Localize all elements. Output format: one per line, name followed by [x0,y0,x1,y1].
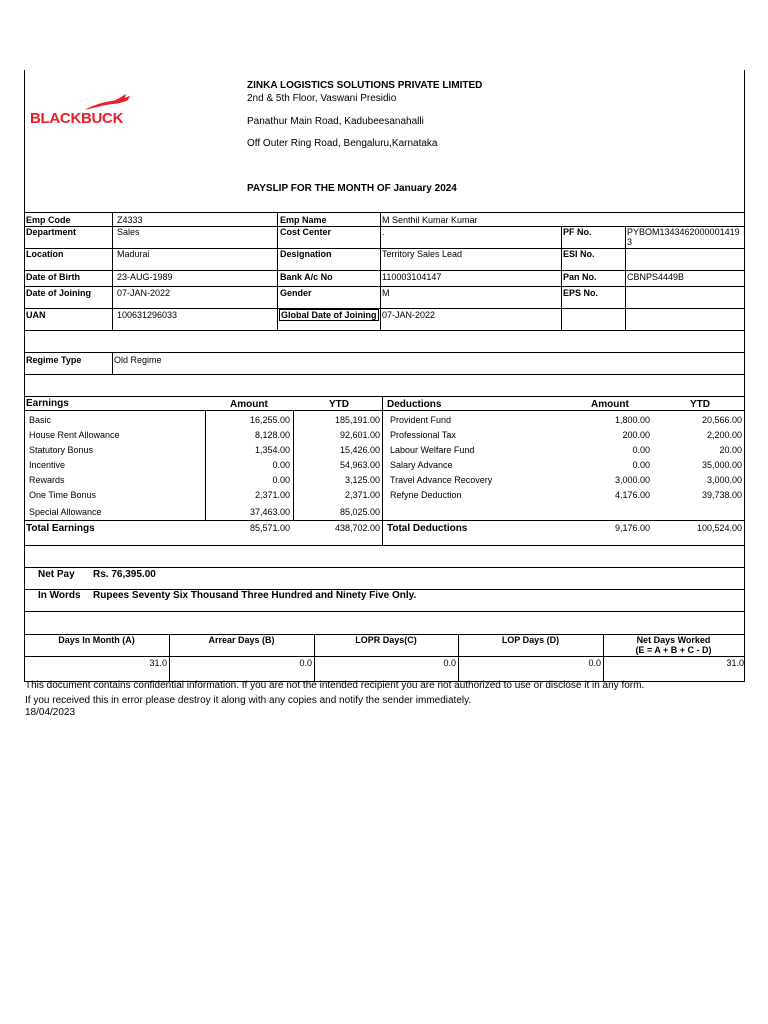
in-words-label: In Words [38,590,81,601]
grid-line [24,270,745,271]
emp-code-value: Z4333 [117,215,143,225]
grid-vline [293,410,294,520]
uan-value: 100631296033 [117,310,178,320]
earning-row-name: Incentive [29,460,66,470]
earning-row-ytd: 15,426.00 [339,445,380,455]
net-pay-label: Net Pay [38,569,75,580]
designation-value: Territory Sales Lead [382,249,463,259]
earning-row-ytd: 2,371.00 [344,490,380,500]
doj-value: 07-JAN-2022 [117,288,171,298]
deduction-row-amount: 0.00 [632,460,650,470]
destroy-note: If you received this in error please destroy it along with any copies and notify the sender immediately. [25,695,472,706]
frame-left-border [24,70,25,682]
regime-label: Regime Type [26,355,82,365]
confidential-note: This document contains confidential information. If you are not the intended recipient you are not authorized to use or disclose it in any form. [25,680,645,691]
bank-value: 110003104147 [382,272,442,282]
company-address-line3: Off Outer Ring Road, Bengaluru,Karnataka [247,138,438,149]
gender-value: M [382,288,390,298]
deduction-row-ytd: 39,738.00 [701,490,742,500]
total-earnings-amount: 85,571.00 [249,523,290,533]
earning-row-name: Statutory Bonus [29,445,94,455]
emp-code-label: Emp Code [26,215,71,225]
deduction-row-name: Professional Tax [390,430,456,440]
earning-row-name: House Rent Allowance [29,430,120,440]
grid-line [24,567,745,568]
earning-row-name: Special Allowance [29,507,102,517]
grid-vline [205,410,206,520]
deductions-amount-header: Amount [591,399,629,410]
esi-label: ESI No. [563,249,595,259]
grid-line [24,396,745,397]
deductions-ytd-header: YTD [690,399,710,410]
earning-row-amount: 37,463.00 [249,507,290,517]
net-days-formula: (E = A + B + C - D) [635,645,712,655]
deduction-row-amount: 4,176.00 [614,490,650,500]
grid-line [24,611,745,612]
department-label: Department [26,227,77,237]
deduction-row-amount: 3,000.00 [614,475,650,485]
days-in-month-header: Days In Month (A) [58,635,135,645]
grid-line [24,374,745,375]
company-address-line1: 2nd & 5th Floor, Vaswani Presidio [247,93,397,104]
days-in-month-value: 31.0 [149,658,167,668]
emp-name-value: M Senthil Kumar Kumar [382,215,478,225]
pan-value: CBNPS4449B [627,272,685,282]
total-deductions-amount: 9,176.00 [614,523,650,533]
total-deductions-label: Total Deductions [387,523,468,534]
earning-row-ytd: 92,601.00 [339,430,380,440]
deduction-row-ytd: 20.00 [719,445,742,455]
dob-label: Date of Birth [26,272,80,282]
earning-row-amount: 1,354.00 [254,445,290,455]
deduction-row-ytd: 35,000.00 [701,460,742,470]
designation-label: Designation [280,249,332,259]
in-words-value: Rupees Seventy Six Thousand Three Hundred and Ninety Five Only. [93,590,417,601]
deduction-row-name: Salary Advance [390,460,453,470]
deduction-row-ytd: 3,000.00 [706,475,742,485]
earning-row-amount: 8,128.00 [254,430,290,440]
lopr-days-value: 0.0 [443,658,456,668]
deduction-row-name: Refyne Deduction [390,490,462,500]
net-days-value: 31.0 [726,658,744,668]
arrear-days-header: Arrear Days (B) [208,635,275,645]
pf-value-line2: 3 [627,237,633,247]
location-value: Madurai [117,249,150,259]
grid-vline [382,396,383,545]
earnings-amount-header: Amount [230,399,268,410]
grid-line [24,410,745,411]
earning-row-name: Rewards [29,475,65,485]
grid-vline [380,212,381,330]
lop-days-value: 0.0 [588,658,601,668]
total-earnings-label: Total Earnings [26,523,95,534]
deduction-row-amount: 0.00 [632,445,650,455]
blackbuck-antelope-icon [82,92,132,112]
grid-line [24,656,745,657]
deduction-row-amount: 1,800.00 [614,415,650,425]
total-earnings-ytd: 438,702.00 [334,523,380,533]
document-date: 18/04/2023 [25,707,76,718]
deduction-row-amount: 200.00 [622,430,650,440]
pan-label: Pan No. [563,272,597,282]
regime-value: Old Regime [114,355,162,365]
earnings-ytd-header: YTD [329,399,349,410]
dob-value: 23-AUG-1989 [117,272,173,282]
total-deductions-ytd: 100,524.00 [696,523,742,533]
deduction-row-ytd: 20,566.00 [701,415,742,425]
grid-vline [112,352,113,374]
arrear-days-value: 0.0 [299,658,312,668]
deduction-row-name: Travel Advance Recovery [390,475,493,485]
pf-value-line1: PYBOM1343462000001419 [627,227,740,237]
grid-vline [112,212,113,330]
uan-label: UAN [26,310,46,320]
earning-row-ytd: 85,025.00 [339,507,380,517]
location-label: Location [26,249,64,259]
company-address-line2: Panathur Main Road, Kadubeesanahalli [247,116,424,127]
net-pay-value: Rs. 76,395.00 [93,569,156,580]
grid-line [24,308,745,309]
grid-line [24,212,745,213]
earning-row-amount: 0.00 [272,460,290,470]
earning-row-ytd: 185,191.00 [334,415,380,425]
earning-row-ytd: 54,963.00 [339,460,380,470]
pf-label: PF No. [563,227,592,237]
emp-name-label: Emp Name [280,215,327,225]
logo-text: BLACKBUCK [30,110,124,127]
grid-line [24,545,745,546]
grid-line [24,520,745,521]
gender-label: Gender [280,288,312,298]
deduction-row-name: Labour Welfare Fund [390,445,475,455]
earning-row-amount: 2,371.00 [254,490,290,500]
bank-label: Bank A/c No [280,272,333,282]
earning-row-amount: 0.00 [272,475,290,485]
payslip-title: PAYSLIP FOR THE MONTH OF January 2024 [247,183,457,194]
net-days-header: Net Days Worked [636,635,711,645]
earning-row-ytd: 3,125.00 [344,475,380,485]
company-name: ZINKA LOGISTICS SOLUTIONS PRIVATE LIMITED [247,80,483,91]
doj-label: Date of Joining [26,288,91,298]
lop-days-header: LOP Days (D) [501,635,560,645]
department-value: Sales [117,227,140,237]
deductions-header: Deductions [387,399,442,410]
earnings-header: Earnings [26,398,69,409]
deduction-row-ytd: 2,200.00 [706,430,742,440]
grid-line [24,330,745,331]
earning-row-name: One Time Bonus [29,490,97,500]
frame-right-border [744,70,745,682]
earning-row-amount: 16,255.00 [249,415,290,425]
grid-vline [277,212,278,330]
cost-center-label: Cost Center [280,227,332,237]
grid-line [24,352,745,353]
grid-vline [625,226,626,330]
global-doj-value: 07-JAN-2022 [382,310,436,320]
deduction-row-name: Provident Fund [390,415,452,425]
eps-label: EPS No. [563,288,599,298]
cost-center-value: . [382,227,385,237]
earning-row-name: Basic [29,415,52,425]
global-doj-label: Global Date of Joining [281,310,377,320]
grid-line [24,286,745,287]
grid-vline [561,226,562,330]
lopr-days-header: LOPR Days(C) [355,635,417,645]
